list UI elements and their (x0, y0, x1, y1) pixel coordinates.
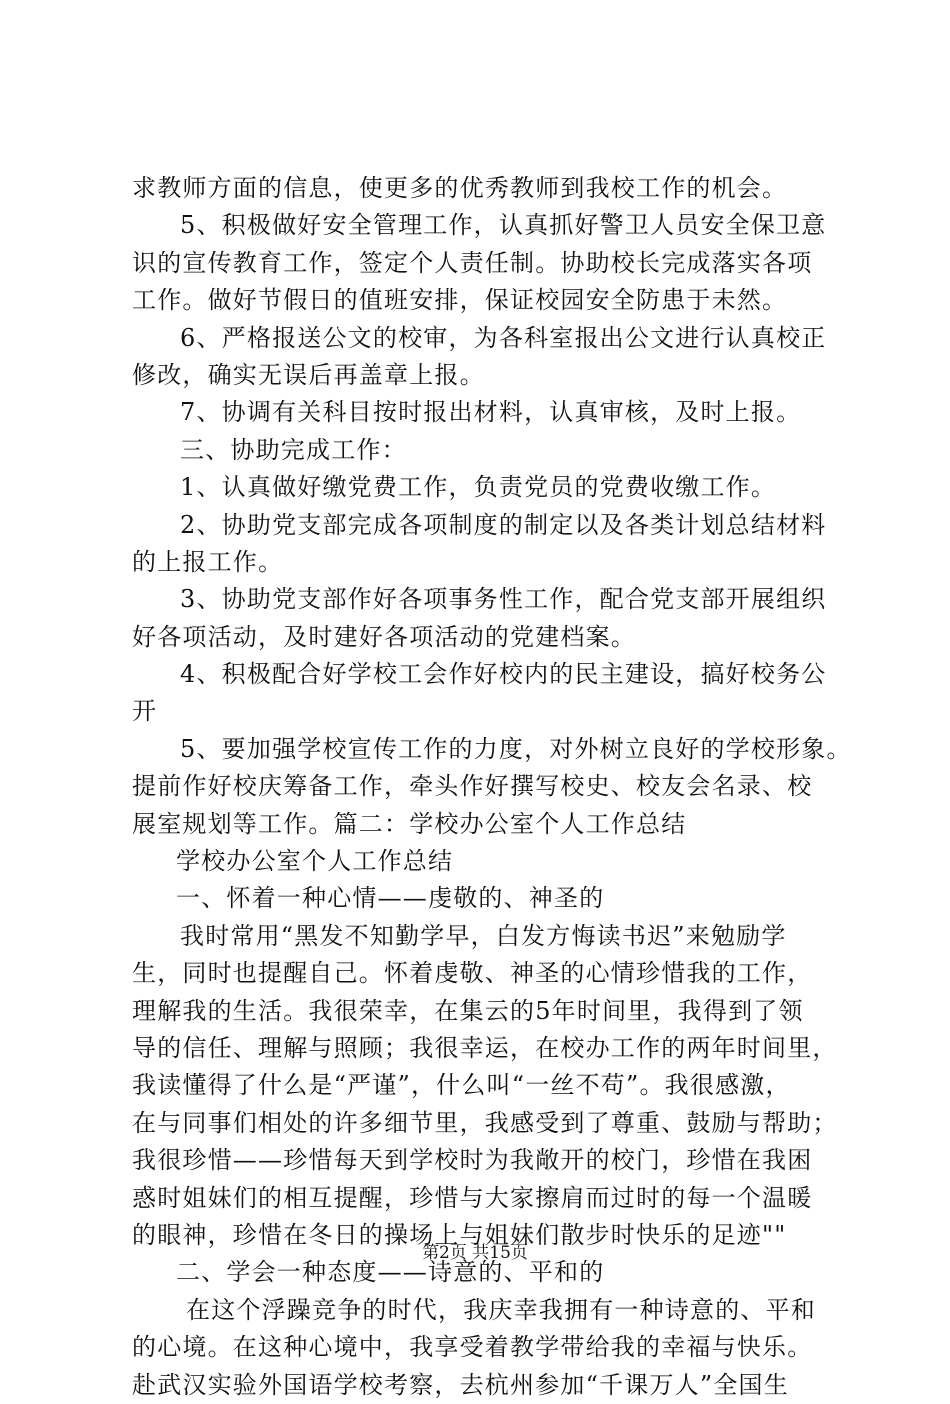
text-line: 我读懂得了什么是“严谨”，什么叫“一丝不苟”。我很感激， (132, 1071, 791, 1100)
text-line: 我很珍惜——珍惜每天到学校时为我敞开的校门，珍惜在我困 (132, 1146, 813, 1175)
text-line: 求教师方面的信息，使更多的优秀教师到我校工作的机会。 (132, 174, 788, 202)
text-line: 修改，确实无误后再盖章上报。 (132, 360, 485, 389)
text-line: 1、认真做好缴党费工作，负责党员的党费收缴工作。 (180, 473, 777, 502)
text-line: 惑时姐妹们的相互提醒，珍惜与大家擦肩而过时的每一个温暖 (132, 1183, 813, 1212)
text-line: 2、协助党支部完成各项制度的制定以及各类计划总结材料 (180, 510, 827, 539)
text-line: 我时常用“黑发不知勤学早，白发方悔读书迟”来勉励学 (180, 921, 787, 950)
text-line: 7、协调有关科目按时报出材料，认真审核，及时上报。 (180, 398, 802, 427)
text-line: 理解我的生活。我很荣幸，在集云的5年时间里，我得到了领 (132, 996, 804, 1025)
text-line: 6、严格报送公文的校审，为各科室报出公文进行认真校正 (180, 323, 827, 352)
text-line: 工作。做好节假日的值班安排，保证校园安全防患于未然。 (132, 286, 788, 315)
text-line: 导的信任、理解与照顾；我很幸运，在校办工作的两年时间里， (132, 1033, 838, 1062)
text-line: 识的宣传教育工作，签定个人责任制。协助校长完成落实各项 (132, 248, 813, 277)
text-line: 3、协助党支部作好各项事务性工作，配合党支部开展组织 (180, 585, 827, 614)
page-number-footer: 第2页 共15页 (422, 1243, 528, 1263)
text-line: 的眼神，珍惜在冬日的操场上与姐妹们散步时快乐的足迹"" (132, 1220, 787, 1249)
section-heading: 一、怀着一种心情——虔敬的、神圣的 (176, 884, 605, 913)
text-line: 在与同事们相处的许多细节里，我感受到了尊重、鼓励与帮助； (132, 1108, 838, 1137)
text-line: 赴武汉实验外国语学校考察，去杭州参加“千课万人”全国生 (132, 1370, 789, 1399)
text-line: 展室规划等工作。篇二：学校办公室个人工作总结 (132, 809, 687, 838)
text-line: 生，同时也提醒自己。怀着虔敬、神圣的心情珍惜我的工作， (132, 959, 813, 988)
text-line: 在这个浮躁竞争的时代，我庆幸我拥有一种诗意的、平和 (186, 1295, 816, 1324)
text-line: 5、积极做好安全管理工作，认真抓好警卫人员安全保卫意 (180, 211, 827, 240)
text-line: 提前作好校庆筹备工作，牵头作好撰写校史、校友会名录、校 (132, 772, 813, 801)
section-heading: 三、协助完成工作： (180, 435, 407, 464)
document-title: 学校办公室个人工作总结 (176, 847, 454, 876)
text-line: 的上报工作。 (132, 547, 284, 576)
document-body (132, 170, 852, 1404)
text-line: 的心境。在这种心境中，我享受着教学带给我的幸福与快乐。 (132, 1333, 813, 1362)
section-heading: 二、学会一种态度——诗意的、平和的 (176, 1258, 605, 1287)
text-line: 4、积极配合好学校工会作好校内的民主建设，搞好校务公 (180, 660, 827, 689)
text-line: 开 (132, 697, 158, 726)
text-line: 好各项活动，及时建好各项活动的党建档案。 (132, 622, 636, 651)
text-line: 5、要加强学校宣传工作的力度，对外树立良好的学校形象。 (180, 734, 852, 763)
